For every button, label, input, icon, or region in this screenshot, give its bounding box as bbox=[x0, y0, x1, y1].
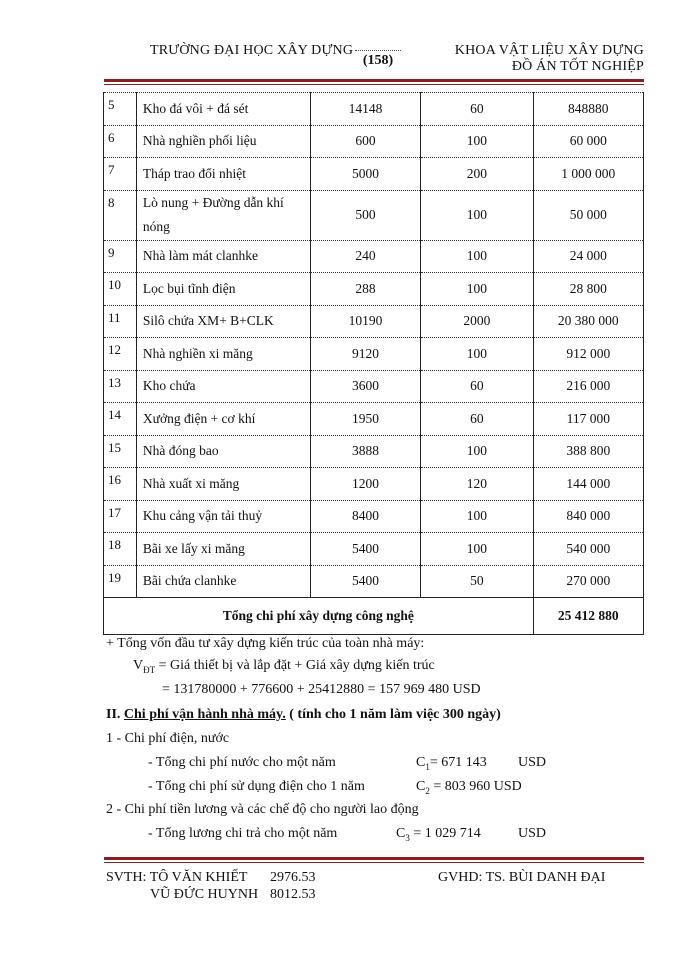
footer-rule bbox=[104, 857, 644, 860]
header-faculty: KHOA VẬT LIỆU XÂY DỰNG bbox=[454, 43, 644, 58]
row-area: 288 bbox=[310, 273, 420, 306]
row-cost: 388 800 bbox=[533, 435, 643, 468]
row-number: 18 bbox=[104, 533, 137, 566]
header-thesis: ĐỒ ÁN TỐT NGHIỆP bbox=[511, 59, 644, 74]
c1-subscript: 1 bbox=[425, 761, 430, 772]
row-name: Silô chứa XM+ B+CLK bbox=[136, 305, 310, 338]
section-2-note: ( tính cho 1 năm làm việc 300 ngày) bbox=[285, 707, 501, 722]
row-number: 19 bbox=[104, 565, 137, 598]
table-row bbox=[104, 370, 644, 403]
c3-symbol: C bbox=[396, 826, 406, 841]
vdt-formula bbox=[133, 658, 435, 675]
row-area: 5000 bbox=[310, 158, 420, 191]
row-area: 8400 bbox=[310, 500, 420, 533]
row-cost: 144 000 bbox=[533, 468, 643, 501]
table-row bbox=[104, 93, 644, 126]
row-area: 14148 bbox=[310, 93, 420, 126]
row-number: 10 bbox=[104, 273, 137, 306]
row-area: 10190 bbox=[310, 305, 420, 338]
row-name: Bãi chứa clanhke bbox=[136, 565, 310, 598]
row-cost: 216 000 bbox=[533, 370, 643, 403]
row-area: 1950 bbox=[310, 403, 420, 436]
row-cost: 540 000 bbox=[533, 533, 643, 566]
c2-symbol: C bbox=[416, 779, 426, 794]
row-cost: 270 000 bbox=[533, 565, 643, 598]
header-rule-thin bbox=[104, 84, 644, 85]
row-unit-price: 100 bbox=[421, 338, 533, 371]
row-unit-price: 100 bbox=[421, 500, 533, 533]
row-unit-price: 100 bbox=[421, 190, 533, 240]
total-value: 25 412 880 bbox=[533, 598, 643, 635]
row-unit-price: 120 bbox=[421, 468, 533, 501]
item-1b-value bbox=[416, 779, 522, 796]
row-unit-price: 60 bbox=[421, 93, 533, 126]
capex-line: + Tổng vốn đầu tư xây dựng kiến trúc của toàn nhà máy: bbox=[106, 636, 425, 651]
row-number: 9 bbox=[104, 240, 137, 273]
c2-value: = 803 960 USD bbox=[429, 779, 522, 794]
cost-table bbox=[103, 92, 644, 635]
item-1a-text: - Tổng chi phí nước cho một năm bbox=[148, 755, 336, 770]
row-number: 11 bbox=[104, 305, 137, 338]
table-row bbox=[104, 158, 644, 191]
row-area: 240 bbox=[310, 240, 420, 273]
vdt-formula-text: = Giá thiết bị và lắp đặt + Giá xây dựng kiến trúc bbox=[155, 658, 435, 673]
row-cost: 20 380 000 bbox=[533, 305, 643, 338]
row-cost: 117 000 bbox=[533, 403, 643, 436]
item-2a-value bbox=[396, 826, 481, 843]
row-name: Nhà nghiền phối liệu bbox=[136, 125, 310, 158]
row-unit-price: 60 bbox=[421, 403, 533, 436]
row-number: 14 bbox=[104, 403, 137, 436]
footer-student-2-code: 8012.53 bbox=[270, 887, 316, 902]
c1-value: = 671 143 bbox=[429, 755, 487, 770]
row-name: Xưởng điện + cơ khí bbox=[136, 403, 310, 436]
row-number: 12 bbox=[104, 338, 137, 371]
row-unit-price: 100 bbox=[421, 435, 533, 468]
row-number: 8 bbox=[104, 190, 137, 240]
row-cost: 848880 bbox=[533, 93, 643, 126]
row-unit-price: 100 bbox=[421, 273, 533, 306]
footer-student-1: SVTH: TÔ VĂN KHIẾT bbox=[106, 870, 248, 885]
row-unit-price: 60 bbox=[421, 370, 533, 403]
row-cost: 840 000 bbox=[533, 500, 643, 533]
row-unit-price: 100 bbox=[421, 533, 533, 566]
footer-supervisor: GVHD: TS. BÙI DANH ĐẠI bbox=[438, 870, 606, 885]
row-number: 5 bbox=[104, 93, 137, 126]
row-name: Nhà xuất xi măng bbox=[136, 468, 310, 501]
table-row bbox=[104, 305, 644, 338]
row-area: 5400 bbox=[310, 565, 420, 598]
total-row bbox=[104, 598, 644, 635]
row-number: 7 bbox=[104, 158, 137, 191]
row-number: 6 bbox=[104, 125, 137, 158]
row-area: 1200 bbox=[310, 468, 420, 501]
row-cost: 28 800 bbox=[533, 273, 643, 306]
row-cost: 24 000 bbox=[533, 240, 643, 273]
footer-rule-thin bbox=[104, 862, 644, 863]
item-2: 2 - Chi phí tiền lương và các chế độ cho người lao động bbox=[106, 802, 419, 817]
row-unit-price: 50 bbox=[421, 565, 533, 598]
c2-subscript: 2 bbox=[425, 785, 430, 796]
table-row bbox=[104, 468, 644, 501]
section-2-heading bbox=[106, 707, 501, 723]
table-row bbox=[104, 273, 644, 306]
header-school: TRƯỜNG ĐẠI HỌC XÂY DỰNG bbox=[150, 43, 354, 58]
vdt-subscript: ĐT bbox=[143, 664, 156, 675]
item-2a-unit: USD bbox=[518, 826, 547, 841]
row-name: Tháp trao đổi nhiệt bbox=[136, 158, 310, 191]
row-number: 13 bbox=[104, 370, 137, 403]
row-number: 17 bbox=[104, 500, 137, 533]
row-name: Nhà làm mát clanhke bbox=[136, 240, 310, 273]
table-row bbox=[104, 533, 644, 566]
table-row bbox=[104, 403, 644, 436]
row-area: 600 bbox=[310, 125, 420, 158]
page-number: (158) bbox=[355, 50, 401, 69]
table-row bbox=[104, 565, 644, 598]
item-2a-text: - Tổng lương chi trả cho một năm bbox=[148, 826, 338, 841]
row-cost: 50 000 bbox=[533, 190, 643, 240]
table-row bbox=[104, 125, 644, 158]
row-cost: 912 000 bbox=[533, 338, 643, 371]
vdt-symbol: V bbox=[133, 658, 144, 673]
footer-student-2: VŨ ĐỨC HUYNH bbox=[150, 887, 259, 902]
row-name: Khu cảng vận tải thuỷ bbox=[136, 500, 310, 533]
row-name: Nhà nghiền xi măng bbox=[136, 338, 310, 371]
row-unit-price: 100 bbox=[421, 125, 533, 158]
vdt-calc: = 131780000 + 776600 + 25412880 = 157 969 480 USD bbox=[162, 682, 481, 697]
table-row bbox=[104, 190, 644, 240]
item-1b-text: - Tổng chi phí sử dụng điện cho 1 năm bbox=[148, 779, 365, 794]
row-name: Kho đá vôi + đá sét bbox=[136, 93, 310, 126]
row-number: 15 bbox=[104, 435, 137, 468]
row-name: Kho chứa bbox=[136, 370, 310, 403]
row-name: Lò nung + Đường dẫn khí nóng bbox=[136, 190, 310, 240]
item-1a-value bbox=[416, 755, 487, 772]
table-row bbox=[104, 240, 644, 273]
row-number: 16 bbox=[104, 468, 137, 501]
table-row bbox=[104, 338, 644, 371]
table-row bbox=[104, 435, 644, 468]
footer-student-1-code: 2976.53 bbox=[270, 870, 316, 885]
row-unit-price: 200 bbox=[421, 158, 533, 191]
row-cost: 1 000 000 bbox=[533, 158, 643, 191]
row-unit-price: 100 bbox=[421, 240, 533, 273]
row-name: Nhà đóng bao bbox=[136, 435, 310, 468]
c3-subscript: 3 bbox=[405, 832, 410, 843]
section-2-title: Chi phí vận hành nhà máy. bbox=[123, 707, 286, 722]
c3-value: = 1 029 714 bbox=[409, 826, 481, 841]
row-area: 9120 bbox=[310, 338, 420, 371]
c1-symbol: C bbox=[416, 755, 426, 770]
item-1: 1 - Chi phí điện, nước bbox=[106, 731, 230, 746]
row-area: 5400 bbox=[310, 533, 420, 566]
total-label: Tổng chi phí xây dựng công nghệ bbox=[104, 598, 534, 635]
row-area: 3600 bbox=[310, 370, 420, 403]
section-2-prefix: II. bbox=[106, 707, 121, 722]
table-row bbox=[104, 500, 644, 533]
row-area: 500 bbox=[310, 190, 420, 240]
row-cost: 60 000 bbox=[533, 125, 643, 158]
row-area: 3888 bbox=[310, 435, 420, 468]
item-1a-unit: USD bbox=[518, 755, 547, 770]
row-name: Lọc bụi tĩnh điện bbox=[136, 273, 310, 306]
row-unit-price: 2000 bbox=[421, 305, 533, 338]
header-rule bbox=[104, 79, 644, 82]
row-name: Bãi xe lấy xi măng bbox=[136, 533, 310, 566]
